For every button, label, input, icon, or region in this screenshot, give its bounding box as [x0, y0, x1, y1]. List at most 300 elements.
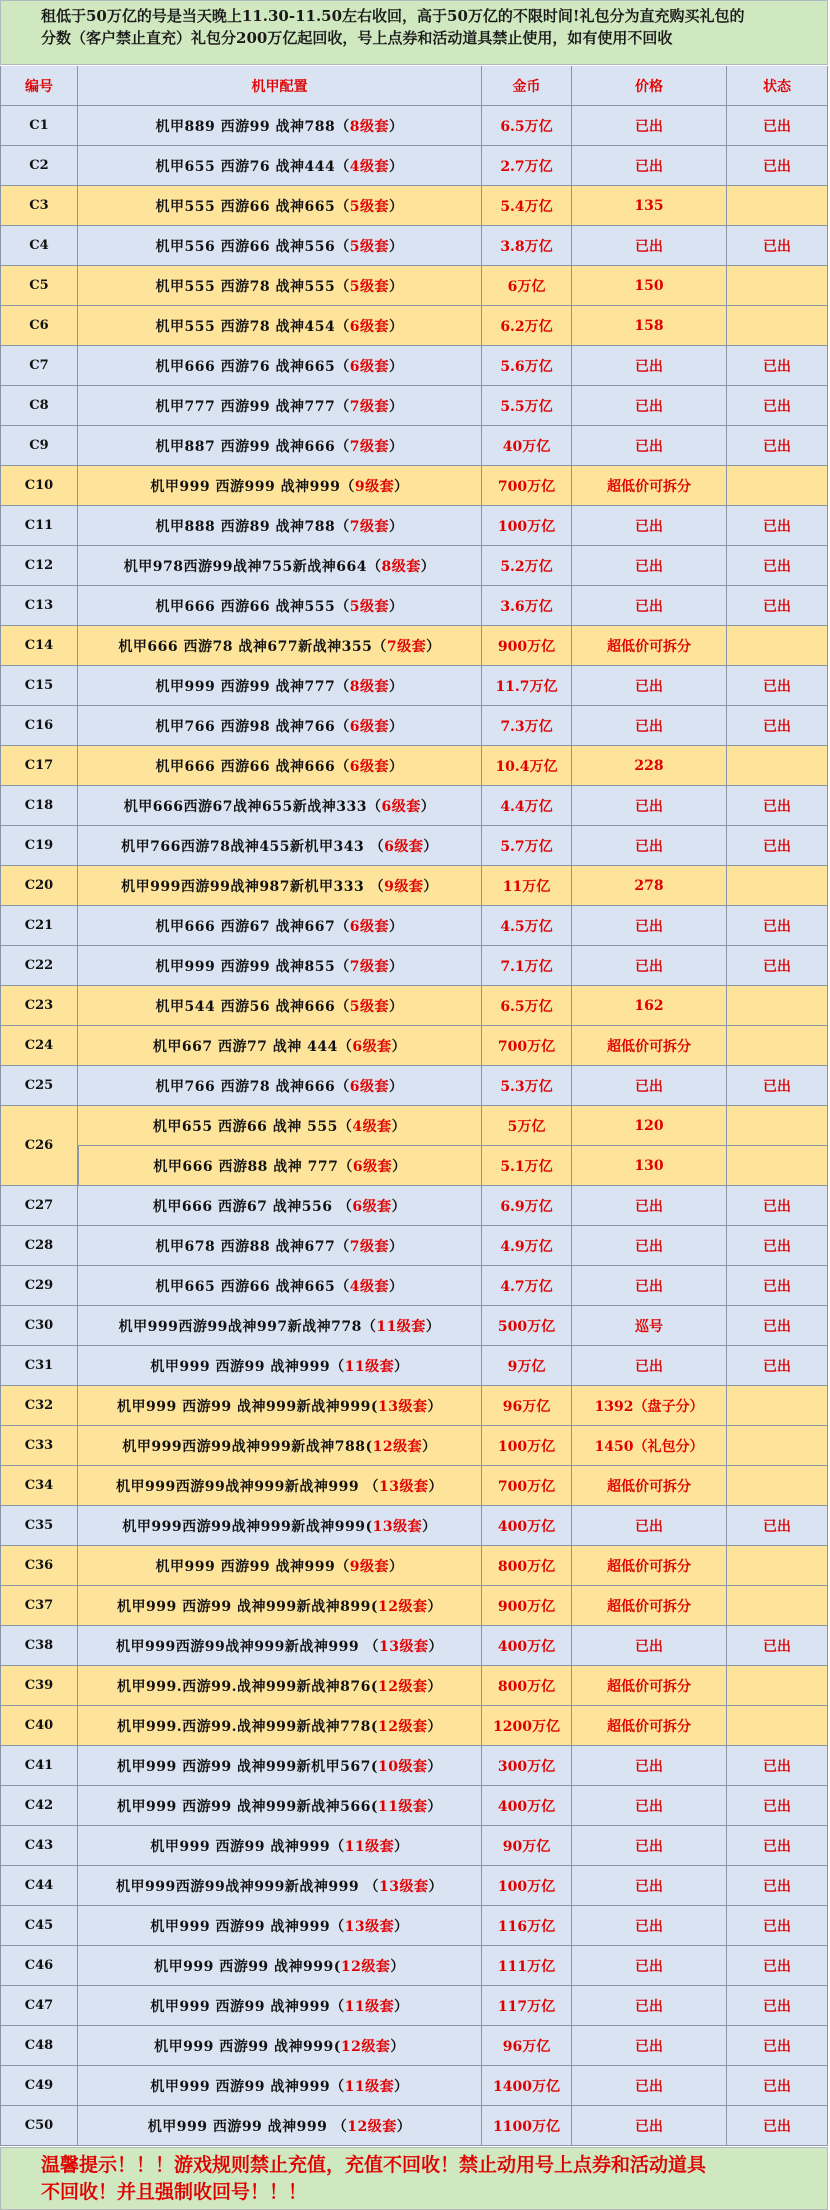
row-id[interactable]: C43	[0, 1826, 78, 1866]
row-price: 已出	[572, 386, 727, 426]
config-tail: ）	[428, 1478, 443, 1495]
row-price: 已出	[572, 1906, 727, 1946]
row-config	[78, 626, 482, 666]
row-status: 已出	[727, 1786, 828, 1826]
row-config	[78, 1106, 482, 1146]
row-price: 已出	[572, 826, 727, 866]
row-status	[727, 746, 828, 786]
row-id[interactable]: C42	[0, 1786, 78, 1826]
row-status: 已出	[727, 2026, 828, 2066]
config-text: 机甲555 西游78 战神454（	[155, 318, 350, 335]
config-tail: ）	[394, 478, 409, 495]
row-config	[78, 306, 482, 346]
config-text: 机甲999西游99战神999新战神788(	[122, 1438, 373, 1455]
row-gold: 700万亿	[482, 1026, 572, 1066]
row-id[interactable]: C11	[0, 506, 78, 546]
config-text: 机甲666 西游78 战神677新战神355（	[118, 638, 387, 655]
row-status: 已出	[727, 826, 828, 866]
row-gold: 4.7万亿	[482, 1266, 572, 1306]
row-id[interactable]: C40	[0, 1706, 78, 1746]
config-tail: ）	[388, 1078, 404, 1095]
row-gold: 96万亿	[482, 2026, 572, 2066]
row-status	[727, 1666, 828, 1706]
row-status	[727, 1466, 828, 1506]
level-set: 12级套	[347, 2118, 397, 2135]
config-text: 机甲667 西游77 战神 444（	[152, 1038, 353, 1055]
row-price: 228	[572, 746, 727, 786]
level-set: 6级套	[349, 758, 389, 775]
config-text: 机甲999 西游99 战神999（	[155, 1558, 350, 1575]
row-gold: 400万亿	[482, 1786, 572, 1826]
row-gold: 800万亿	[482, 1666, 572, 1706]
row-id[interactable]: C3	[0, 186, 78, 226]
config-text: 机甲999 西游99 战神999（	[150, 1998, 345, 2015]
config-tail: ）	[394, 1918, 409, 1935]
row-id[interactable]: C29	[0, 1266, 78, 1306]
row-id[interactable]: C5	[0, 266, 78, 306]
row-status: 已出	[727, 1226, 828, 1266]
config-tail: ）	[423, 838, 438, 855]
config-text: 机甲999西游99战神999新战神999 （	[115, 1878, 380, 1895]
row-status	[727, 1026, 828, 1066]
row-id[interactable]: C25	[0, 1066, 78, 1106]
level-set: 12级套	[378, 1718, 428, 1735]
row-id[interactable]: C17	[0, 746, 78, 786]
row-config	[78, 1306, 482, 1346]
row-id[interactable]: C33	[0, 1426, 78, 1466]
level-set: 4级套	[352, 1118, 392, 1135]
row-gold: 300万亿	[482, 1746, 572, 1786]
level-set: 6级套	[349, 318, 389, 335]
config-tail: ）	[427, 1398, 442, 1415]
row-id[interactable]: C36	[0, 1546, 78, 1586]
row-status	[727, 1546, 828, 1586]
row-id[interactable]: C37	[0, 1586, 78, 1626]
row-id[interactable]: C14	[0, 626, 78, 666]
row-config	[78, 2106, 482, 2146]
row-config	[78, 1986, 482, 2026]
config-text: 机甲999 西游99 战神999新战神999(	[116, 1398, 379, 1415]
row-gold: 90万亿	[482, 1826, 572, 1866]
row-config	[78, 1506, 482, 1546]
config-tail: ）	[388, 918, 404, 935]
row-status: 已出	[727, 1986, 828, 2026]
config-tail: ）	[391, 1038, 407, 1055]
level-set: 7级套	[349, 518, 389, 535]
row-config	[78, 1226, 482, 1266]
row-config	[78, 1746, 482, 1786]
level-set: 5级套	[349, 198, 389, 215]
row-price: 已出	[572, 946, 727, 986]
config-text: 机甲999西游99战神997新战神778（	[118, 1318, 377, 1335]
config-tail: ）	[388, 598, 404, 615]
row-id[interactable]: C22	[0, 946, 78, 986]
row-price: 已出	[572, 1346, 727, 1386]
config-text: 机甲766西游78战神455新机甲343 （	[121, 838, 385, 855]
row-gold: 6.5万亿	[482, 986, 572, 1026]
row-id[interactable]: C19	[0, 826, 78, 866]
level-set: 9级套	[354, 478, 395, 495]
row-status: 已出	[727, 1186, 828, 1226]
row-id[interactable]: C47	[0, 1986, 78, 2026]
config-text: 机甲666 西游88 战神 777（	[153, 1158, 353, 1175]
row-price: 已出	[572, 666, 727, 706]
row-price: 158	[572, 306, 727, 346]
config-text: 机甲999 西游99 战神999新战神566(	[116, 1798, 379, 1815]
table-row-c26[interactable]	[0, 1106, 828, 1186]
row-id[interactable]: C31	[0, 1346, 78, 1386]
row-gold: 6.2万亿	[482, 306, 572, 346]
row-gold: 3.6万亿	[482, 586, 572, 626]
config-tail: ）	[392, 1158, 407, 1175]
config-tail: ）	[388, 958, 404, 975]
row-id[interactable]: C21	[0, 906, 78, 946]
row-id[interactable]: C32	[0, 1386, 78, 1426]
row-price: 已出	[572, 1066, 727, 1106]
row-gold: 7.1万亿	[482, 946, 572, 986]
row-price: 278	[572, 866, 727, 906]
row-id[interactable]: C24	[0, 1026, 78, 1066]
row-status	[727, 1106, 828, 1146]
level-set: 11级套	[376, 1318, 426, 1335]
row-config	[78, 1706, 482, 1746]
row-config	[78, 786, 482, 826]
row-gold: 500万亿	[482, 1306, 572, 1346]
row-status: 已出	[727, 2066, 828, 2106]
row-price: 已出	[572, 346, 727, 386]
row-id[interactable]: C35	[0, 1506, 78, 1546]
row-gold: 400万亿	[482, 1506, 572, 1546]
header-price: 价格	[572, 66, 727, 106]
row-id[interactable]: C7	[0, 346, 78, 386]
level-set: 6级套	[381, 798, 421, 815]
config-tail: ）	[394, 1358, 409, 1375]
row-price: 1392（盘子分）	[572, 1386, 727, 1426]
row-config	[78, 1026, 482, 1066]
row-id[interactable]: C16	[0, 706, 78, 746]
level-set: 5级套	[349, 998, 389, 1015]
row-gold: 4.9万亿	[482, 1226, 572, 1266]
row-gold: 5.5万亿	[482, 386, 572, 426]
row-config	[78, 1546, 482, 1586]
row-status: 已出	[727, 2106, 828, 2146]
row-gold: 4.4万亿	[482, 786, 572, 826]
row-status: 已出	[727, 906, 828, 946]
level-set: 5级套	[349, 238, 389, 255]
config-text: 机甲766 西游98 战神766（	[155, 718, 350, 735]
row-config	[78, 2026, 482, 2066]
row-price: 已出	[572, 1186, 727, 1226]
level-set: 7级套	[349, 1238, 389, 1255]
row-price: 已出	[572, 1986, 727, 2026]
row-id[interactable]: C23	[0, 986, 78, 1026]
config-text: 机甲999西游99战神987新机甲333 （	[121, 878, 385, 895]
row-price: 超低价可拆分	[572, 1586, 727, 1626]
row-config	[78, 266, 482, 306]
row-config	[78, 146, 482, 186]
config-tail: ）	[388, 398, 404, 415]
row-price: 已出	[572, 1626, 727, 1666]
row-status	[727, 866, 828, 906]
level-set: 6级套	[352, 1158, 393, 1175]
config-text: 机甲666 西游66 战神666（	[155, 758, 350, 775]
config-tail: ）	[388, 278, 404, 295]
row-status: 已出	[727, 226, 828, 266]
row-status	[727, 186, 828, 226]
level-set: 7级套	[349, 438, 389, 455]
config-text: 机甲999西游99战神999新战神999 （	[115, 1638, 380, 1655]
level-set: 6级套	[352, 1198, 392, 1215]
row-price: 超低价可拆分	[572, 466, 727, 506]
config-tail: ）	[396, 2118, 412, 2135]
level-set: 6级套	[349, 1078, 389, 1095]
config-tail: ）	[388, 238, 404, 255]
row-id[interactable]: C39	[0, 1666, 78, 1706]
config-tail: ）	[425, 1318, 441, 1335]
row-price: 1450（礼包分）	[572, 1426, 727, 1466]
row-config	[78, 586, 482, 626]
config-tail: ）	[388, 358, 404, 375]
row-id[interactable]: C27	[0, 1186, 78, 1226]
row-price: 已出	[572, 226, 727, 266]
row-price: 已出	[572, 546, 727, 586]
config-tail: ）	[388, 118, 404, 135]
row-status	[727, 1426, 828, 1466]
row-id[interactable]: C38	[0, 1626, 78, 1666]
level-set: 6级套	[349, 358, 389, 375]
row-status: 已出	[727, 506, 828, 546]
config-tail: ）	[388, 1278, 404, 1295]
config-tail: ）	[427, 1718, 442, 1735]
row-config	[78, 386, 482, 426]
row-status	[727, 306, 828, 346]
config-tail: ）	[388, 518, 404, 535]
row-config	[78, 746, 482, 786]
level-set: 11级套	[344, 1838, 395, 1855]
row-gold: 117万亿	[482, 1986, 572, 2026]
config-tail: ）	[394, 1998, 409, 2015]
config-tail: ）	[388, 1238, 404, 1255]
row-status: 已出	[727, 1346, 828, 1386]
level-set: 9级套	[384, 878, 424, 895]
row-status: 已出	[727, 1626, 828, 1666]
config-tail: ）	[427, 1758, 442, 1775]
row-id[interactable]: C48	[0, 2026, 78, 2066]
row-gold: 100万亿	[482, 506, 572, 546]
row-price: 已出	[572, 2026, 727, 2066]
config-text: 机甲999 西游99 战神999（	[150, 1838, 345, 1855]
row-id[interactable]: C28	[0, 1226, 78, 1266]
row-id[interactable]: C18	[0, 786, 78, 826]
row-config	[78, 226, 482, 266]
row-status: 已出	[727, 666, 828, 706]
row-id[interactable]: C10	[0, 466, 78, 506]
row-status: 已出	[727, 106, 828, 146]
row-config	[78, 1946, 482, 1986]
row-config	[78, 826, 482, 866]
row-config	[78, 1866, 482, 1906]
row-id[interactable]: C1	[0, 106, 78, 146]
level-set: 4级套	[349, 1278, 389, 1295]
level-set: 8级套	[349, 678, 389, 695]
row-price: 120	[572, 1106, 727, 1146]
row-gold: 6万亿	[482, 266, 572, 306]
row-id[interactable]: C45	[0, 1906, 78, 1946]
row-config	[78, 466, 482, 506]
row-id[interactable]: C8	[0, 386, 78, 426]
row-status: 已出	[727, 1066, 828, 1106]
row-id[interactable]: C12	[0, 546, 78, 586]
header-status: 状态	[727, 66, 828, 106]
level-set: 11级套	[344, 1358, 395, 1375]
config-tail: ）	[388, 718, 404, 735]
config-tail: ）	[388, 678, 404, 695]
row-config	[78, 946, 482, 986]
row-gold: 111万亿	[482, 1946, 572, 1986]
row-status: 已出	[727, 1506, 828, 1546]
row-id[interactable]: C46	[0, 1946, 78, 1986]
config-tail: ）	[388, 998, 404, 1015]
row-config	[78, 1146, 482, 1186]
row-gold: 900万亿	[482, 626, 572, 666]
row-gold: 5.2万亿	[482, 546, 572, 586]
level-set: 11级套	[344, 1998, 395, 2015]
config-text: 机甲777 西游99 战神777（	[155, 398, 350, 415]
row-gold: 2.7万亿	[482, 146, 572, 186]
level-set: 13级套	[379, 1878, 429, 1895]
row-status: 已出	[727, 1906, 828, 1946]
row-status: 已出	[727, 706, 828, 746]
row-price: 已出	[572, 1226, 727, 1266]
level-set: 12级套	[340, 1958, 391, 1975]
row-price: 已出	[572, 1866, 727, 1906]
row-gold: 1100万亿	[482, 2106, 572, 2146]
row-status: 已出	[727, 1306, 828, 1346]
config-tail: ）	[390, 2038, 405, 2055]
config-text: 机甲999.西游99.战神999新战神876(	[116, 1678, 379, 1695]
row-config	[78, 1386, 482, 1426]
row-id[interactable]: C50	[0, 2106, 78, 2146]
row-id[interactable]: C30	[0, 1306, 78, 1346]
config-text: 机甲665 西游66 战神665（	[155, 1278, 350, 1295]
row-gold: 116万亿	[482, 1906, 572, 1946]
row-id[interactable]: C13	[0, 586, 78, 626]
level-set: 5级套	[349, 598, 389, 615]
row-id[interactable]: C49	[0, 2066, 78, 2106]
row-gold: 6.9万亿	[482, 1186, 572, 1226]
row-price: 已出	[572, 1266, 727, 1306]
row-gold: 1200万亿	[482, 1706, 572, 1746]
row-price: 巡号	[572, 1306, 727, 1346]
level-set: 13级套	[372, 1518, 423, 1535]
table-body-a	[0, 106, 828, 1106]
row-config	[78, 706, 482, 746]
row-id[interactable]: C2	[0, 146, 78, 186]
row-gold: 1400万亿	[482, 2066, 572, 2106]
row-gold: 5万亿	[482, 1106, 572, 1146]
row-config	[78, 1466, 482, 1506]
row-price: 超低价可拆分	[572, 1466, 727, 1506]
header-id: 编号	[0, 66, 78, 106]
level-set: 7级套	[349, 398, 389, 415]
config-tail: ）	[394, 1838, 409, 1855]
row-gold: 5.7万亿	[482, 826, 572, 866]
row-status	[727, 1706, 828, 1746]
level-set: 4级套	[349, 158, 389, 175]
config-text: 机甲999 西游99 战神999（	[150, 1358, 345, 1375]
row-price: 130	[572, 1146, 727, 1186]
notice-line-2: 分数（客户禁止直充）礼包分200万亿起回收，号上点券和活动道具禁止使用，如有使用不回收	[41, 29, 673, 47]
row-price: 已出	[572, 586, 727, 626]
row-id[interactable]: C6	[0, 306, 78, 346]
config-tail: ）	[426, 638, 441, 655]
level-set: 6级套	[352, 1038, 392, 1055]
header-gold: 金币	[482, 66, 572, 106]
row-status: 已出	[727, 146, 828, 186]
row-id[interactable]: C20	[0, 866, 78, 906]
row-price: 已出	[572, 2066, 727, 2106]
row-gold: 700万亿	[482, 466, 572, 506]
row-config	[78, 186, 482, 226]
config-tail: ）	[388, 158, 404, 175]
row-config	[78, 1186, 482, 1226]
row-id: C26	[0, 1106, 78, 1186]
row-id[interactable]: C41	[0, 1746, 78, 1786]
row-config	[78, 1626, 482, 1666]
row-config	[78, 1346, 482, 1386]
config-tail: ）	[420, 798, 436, 815]
config-text: 机甲999 西游99 战神999(	[154, 1958, 341, 1975]
row-config	[78, 2066, 482, 2106]
row-status: 已出	[727, 546, 828, 586]
footer-line-1: 温馨提示！！！游戏规则禁止充值，充值不回收！禁止动用号上点券和活动道具	[41, 2154, 707, 2176]
row-price: 150	[572, 266, 727, 306]
row-id[interactable]: C44	[0, 1866, 78, 1906]
config-tail: ）	[391, 1198, 407, 1215]
row-price: 已出	[572, 106, 727, 146]
row-config	[78, 866, 482, 906]
row-gold: 9万亿	[482, 1346, 572, 1386]
row-id[interactable]: C15	[0, 666, 78, 706]
level-set: 6级套	[384, 838, 424, 855]
rental-notice	[0, 0, 828, 65]
row-status	[727, 266, 828, 306]
row-gold: 100万亿	[482, 1426, 572, 1466]
level-set: 8级套	[381, 558, 421, 575]
row-status: 已出	[727, 786, 828, 826]
config-text: 机甲544 西游56 战神666（	[155, 998, 350, 1015]
config-tail: ）	[427, 1598, 442, 1615]
row-id[interactable]: C9	[0, 426, 78, 466]
level-set: 11级套	[344, 2078, 395, 2095]
config-tail: ）	[427, 1678, 442, 1695]
row-config	[78, 906, 482, 946]
row-gold: 700万亿	[482, 1466, 572, 1506]
row-price: 超低价可拆分	[572, 1026, 727, 1066]
config-text: 机甲666 西游76 战神665（	[155, 358, 350, 375]
row-gold: 96万亿	[482, 1386, 572, 1426]
row-status: 已出	[727, 346, 828, 386]
row-id[interactable]: C34	[0, 1466, 78, 1506]
row-config	[78, 1066, 482, 1106]
row-status: 已出	[727, 1866, 828, 1906]
row-id[interactable]: C4	[0, 226, 78, 266]
row-config	[78, 986, 482, 1026]
notice-line-1: 租低于50万亿的号是当天晚上11.30-11.50左右收回，高于50万亿的不限时间!礼包分为直充购买礼包的	[41, 7, 745, 25]
row-price: 已出	[572, 786, 727, 826]
row-price: 已出	[572, 1946, 727, 1986]
level-set: 5级套	[349, 278, 389, 295]
